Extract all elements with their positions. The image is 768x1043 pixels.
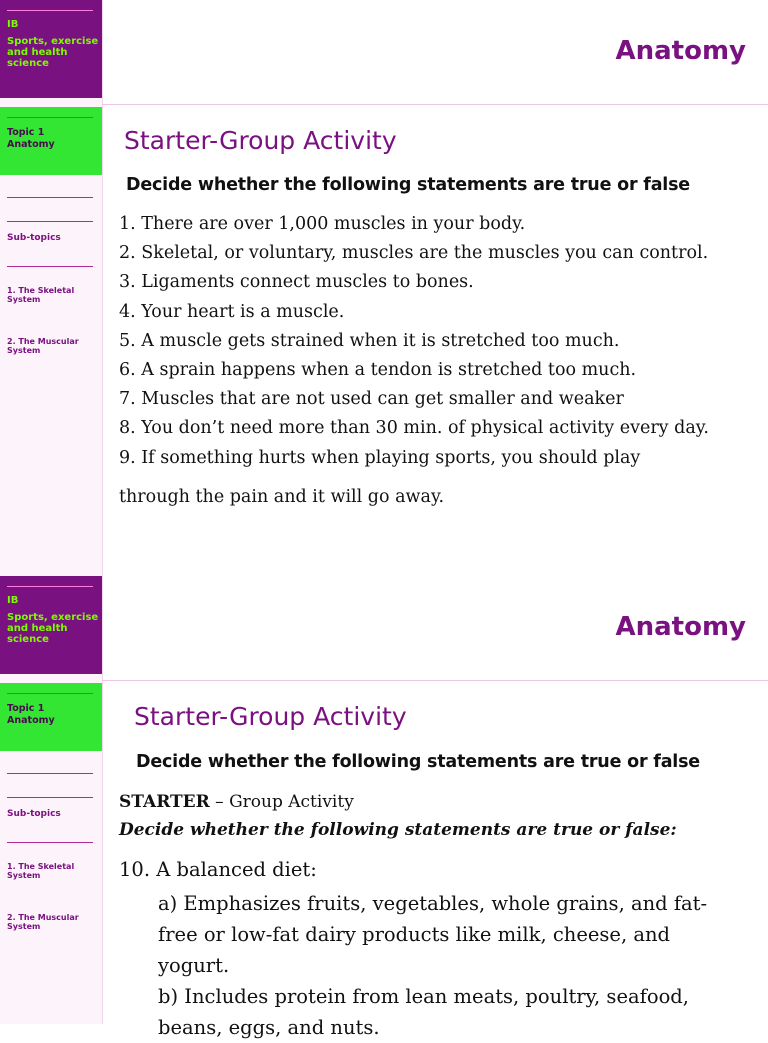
course-header bbox=[0, 576, 102, 674]
divider bbox=[7, 842, 93, 843]
starter-bold: STARTER bbox=[119, 792, 210, 812]
slide-subtitle: Starter-Group Activity bbox=[134, 702, 407, 731]
topic-box bbox=[0, 107, 102, 175]
starter-heading bbox=[119, 792, 354, 812]
statement: 7. Muscles that are not used can get smaller and weaker bbox=[119, 389, 624, 410]
sidebar-item-muscular[interactable]: 2. The Muscular System bbox=[7, 337, 79, 355]
subtopics-label: Sub-topics bbox=[7, 233, 61, 243]
item-10-a: a) Emphasizes fruits, vegetables, whole grains, and fat-free or low-fat dairy products like milk, cheese, and yogurt. bbox=[158, 892, 708, 977]
divider bbox=[102, 104, 768, 105]
divider bbox=[7, 221, 93, 222]
divider bbox=[7, 10, 93, 11]
topic-label: Topic 1 Anatomy bbox=[7, 703, 55, 726]
divider bbox=[7, 693, 93, 694]
course-code: IB bbox=[7, 595, 19, 606]
subtopics-label: Sub-topics bbox=[7, 809, 61, 819]
course-name: Sports, exercise and health science bbox=[7, 36, 99, 69]
course-code: IB bbox=[7, 19, 19, 30]
divider bbox=[7, 197, 93, 198]
slide-subtitle: Starter-Group Activity bbox=[124, 126, 397, 155]
divider bbox=[102, 680, 768, 681]
statement: 2. Skeletal, or voluntary, muscles are the muscles you can control. bbox=[119, 243, 709, 264]
sidebar-item-skeletal[interactable]: 1. The Skeletal System bbox=[7, 286, 75, 304]
divider bbox=[7, 117, 93, 118]
statement: 9. If something hurts when playing sports, you should play bbox=[119, 447, 641, 468]
starter-question: Decide whether the following statements are true or false: bbox=[119, 820, 677, 840]
starter-rest: – Group Activity bbox=[209, 792, 354, 812]
divider bbox=[7, 586, 93, 587]
statement-list bbox=[119, 210, 764, 512]
sidebar-item-skeletal[interactable]: 1. The Skeletal System bbox=[7, 862, 75, 880]
page-title: Anatomy bbox=[615, 612, 746, 642]
statement: 3. Ligaments connect muscles to bones. bbox=[119, 272, 474, 293]
course-name: Sports, exercise and health science bbox=[7, 612, 99, 645]
topic-box bbox=[0, 683, 102, 751]
divider bbox=[7, 797, 93, 798]
sidebar-item-muscular[interactable]: 2. The Muscular System bbox=[7, 913, 79, 931]
statement: 4. Your heart is a muscle. bbox=[119, 301, 345, 322]
item-10-body bbox=[158, 888, 743, 1043]
page-title: Anatomy bbox=[615, 36, 746, 66]
item-10-b: b) Includes protein from lean meats, poultry, seafood, beans, eggs, and nuts. bbox=[158, 985, 689, 1039]
instruction: Decide whether the following statements are true or false bbox=[136, 752, 700, 772]
item-10-heading: 10. A balanced diet: bbox=[119, 858, 317, 881]
divider bbox=[7, 266, 93, 267]
statement: 6. A sprain happens when a tendon is stretched too much. bbox=[119, 360, 637, 381]
statement: 5. A muscle gets strained when it is stretched too much. bbox=[119, 330, 620, 351]
statement-continued: through the pain and it will go away. bbox=[119, 486, 445, 507]
statement: 1. There are over 1,000 muscles in your body. bbox=[119, 214, 526, 234]
instruction: Decide whether the following statements are true or false bbox=[126, 175, 690, 195]
topic-label: Topic 1 Anatomy bbox=[7, 127, 55, 150]
course-header bbox=[0, 0, 102, 98]
statement: 8. You don’t need more than 30 min. of physical activity every day. bbox=[119, 418, 709, 439]
divider bbox=[7, 773, 93, 774]
